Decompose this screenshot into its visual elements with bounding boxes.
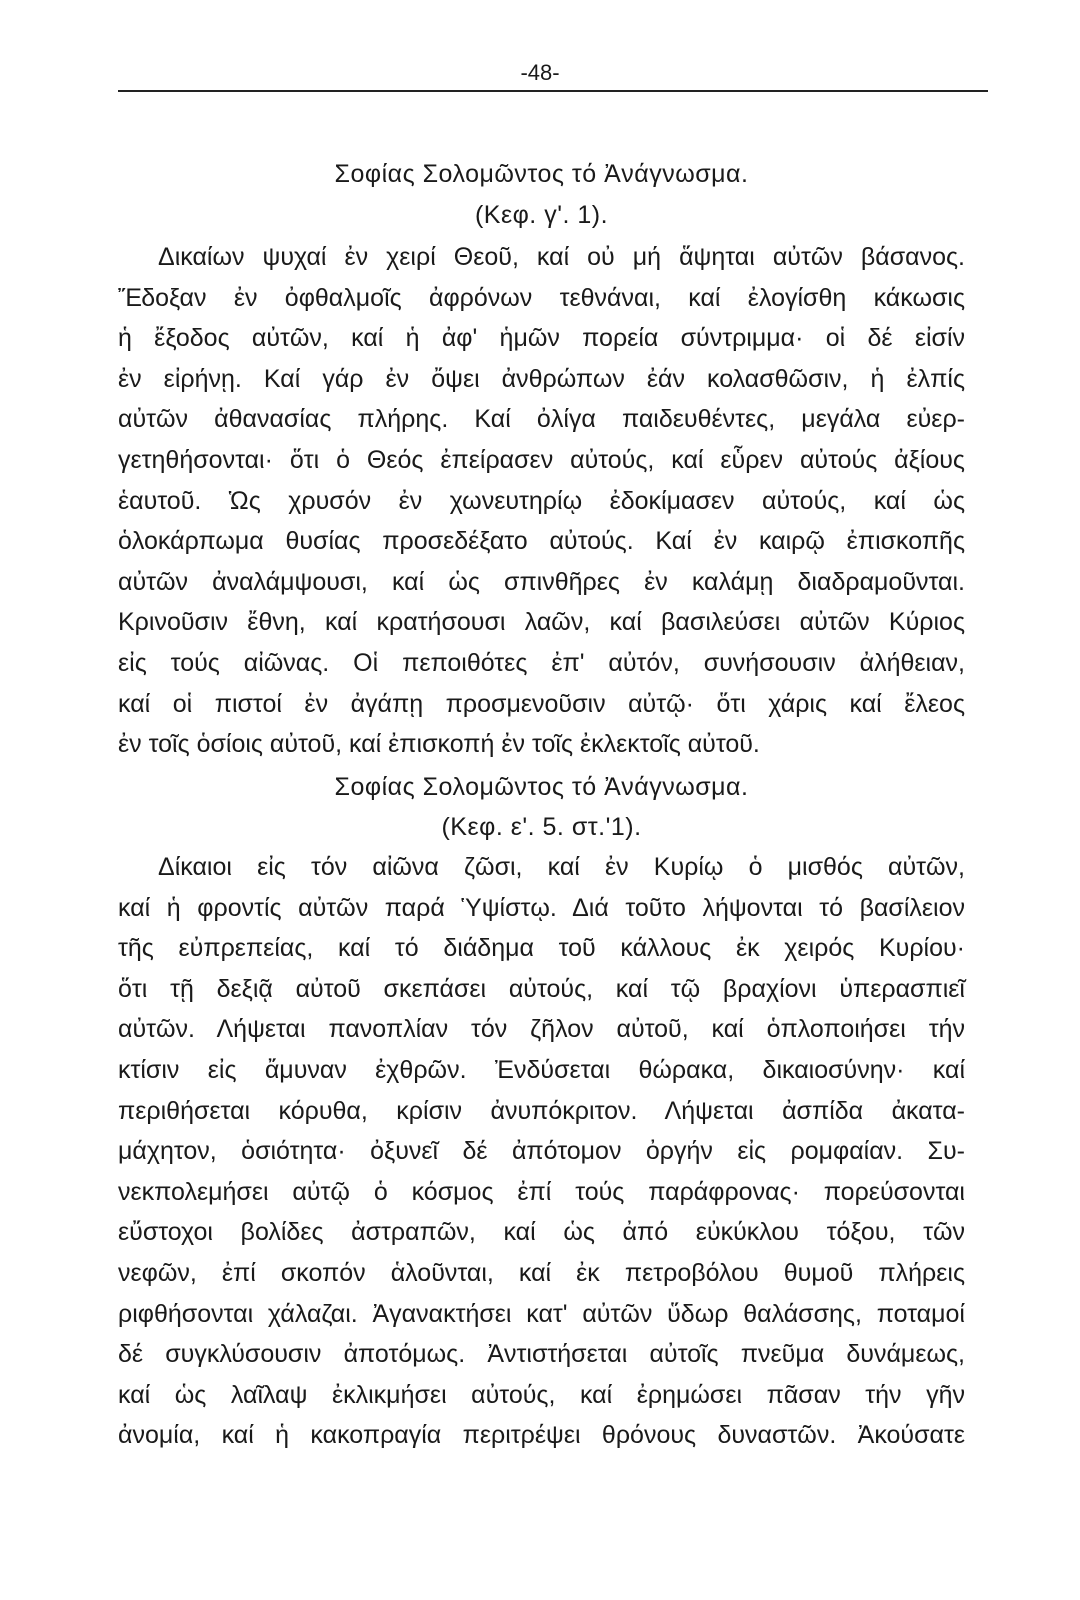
text-line: ριφθήσονται χάλαζαι. Ἀγανακτήσει κατ' αὐτῶν ὕδωρ θαλάσσης, ποταμοί [118,1299,965,1328]
text-line: κτίσιν εἰς ἄμυναν ἐχθρῶν. Ἐνδύσεται θώρακα, δικαιοσύνην· καί [118,1056,965,1084]
text-line: νεκπολεμήσει αὐτῷ ὁ κόσμος ἐπί τούς παράφρονας· πορεύσονται [118,1177,965,1206]
text-line: μάχητον, ὁσιότητα· ὀξυνεῖ δέ ἀπότομον ὀργήν εἰς ρομφαίαν. Συ- [118,1137,965,1166]
text-line: ἡ ἔξοδος αὐτῶν, καί ἡ ἀφ' ἡμῶν πορεία σύντριμμα· οἱ δέ εἰσίν [118,324,965,353]
text-line: καί οἱ πιστοί ἐν ἀγάπῃ προσμενοῦσιν αὐτῷ· ὅτι χάρις καί ἔλεος [118,689,965,718]
text-line: ἑαυτοῦ. Ὡς χρυσόν ἐν χωνευτηρίῳ ἐδοκίμασεν αὐτούς, καί ὡς [118,486,965,515]
text-line: Δικαίων ψυχαί ἐν χειρί Θεοῦ, καί οὐ μή ἅψηται αὐτῶν βάσανος. [158,243,965,271]
section-title: Σοφίας Σολομῶντος τό Ἀνάγνωσμα. [334,773,749,801]
text-line: γετηθήσονται· ὅτι ὁ Θεός ἐπείρασεν αὐτούς, καί εὗρεν αὐτούς ἀξίους [118,446,965,474]
text-line: ἐν εἰρήνῃ. Καί γάρ ἐν ὄψει ἀνθρώπων ἐάν κολασθῶσιν, ἡ ἐλπίς [118,364,965,393]
section-title: Σοφίας Σολομῶντος τό Ἀνάγνωσμα. [334,160,749,188]
text-line: νεφῶν, ἐπί σκοπόν ἁλοῦνται, καί ἐκ πετροβόλου θυμοῦ πλήρεις [118,1259,965,1287]
text-line: ὁλοκάρπωμα θυσίας προσεδέξατο αὐτούς. Καί ἐν καιρῷ ἐπισκοπῆς [118,527,965,556]
text-line: αὐτῶν. Λήψεται πανοπλίαν τόν ζῆλον αὐτοῦ, καί ὁπλοποιήσει τήν [118,1015,965,1044]
text-line: εὔστοχοι βολίδες ἀστραπῶν, καί ὡς ἀπό εὐκύκλου τόξου, τῶν [118,1218,965,1247]
text-line: εἰς τούς αἰῶνας. Οἱ πεποιθότες ἐπ' αὐτόν, συνήσουσιν ἀλήθειαν, [118,649,965,677]
text-line: ὅτι τῇ δεξιᾷ αὐτοῦ σκεπάσει αὐτούς, καί τῷ βραχίονι ὑπερασπιεῖ [118,974,965,1003]
text-line: δέ συγκλύσουσιν ἀποτόμως. Ἀντιστήσεται αὐτοῖς πνεῦμα δυνάμεως, [118,1340,965,1369]
header-rule [118,90,988,92]
section-reference: (Κεφ. ε'. 5. στ.'1). [441,813,642,841]
text-line: αὐτῶν ἀθανασίας πλήρης. Καί ὀλίγα παιδευθέντες, μεγάλα εὐερ- [118,405,965,434]
text-line: Κρινοῦσιν ἔθνη, καί κρατήσουσι λαῶν, καί βασιλεύσει αὐτῶν Κύριος [118,608,965,637]
text-line: Ἔδοξαν ἐν ὀφθαλμοῖς ἀφρόνων τεθνάναι, καί ἐλογίσθη κάκωσις [118,283,965,312]
text-line: καί ἡ φροντίς αὐτῶν παρά Ὑψίστῳ. Διά τοῦτο λήψονται τό βασίλειον [118,893,965,922]
text-line: περιθήσεται κόρυθα, κρίσιν ἀνυπόκριτον. Λήψεται ἀσπίδα ἀκατα- [118,1096,965,1125]
text-line: καί ὡς λαῖλαψ ἐκλικμήσει αὐτούς, καί ἐρημώσει πᾶσαν τήν γῆν [118,1380,965,1409]
text-line: ἀνομία, καί ἡ κακοπραγία περιτρέψει θρόνους δυναστῶν. Ἀκούσατε [118,1421,965,1450]
section-reference: (Κεφ. γ'. 1). [474,201,609,229]
text-line: αὐτῶν ἀναλάμψουσι, καί ὡς σπινθῆρες ἐν καλάμῃ διαδραμοῦνται. [118,567,965,596]
text-line: τῆς εὐπρεπείας, καί τό διάδημα τοῦ κάλλους ἐκ χειρός Κυρίου· [118,934,965,963]
text-line: Δίκαιοι εἰς τόν αἰῶνα ζῶσι, καί ἐν Κυρίῳ ὁ μισθός αὐτῶν, [158,853,965,881]
text-line: ἐν τοῖς ὁσίοις αὐτοῦ, καί ἐπισκοπή ἐν τοῖς ἐκλεκτοῖς αὐτοῦ. [118,730,760,759]
page-number: -48- [520,60,560,85]
